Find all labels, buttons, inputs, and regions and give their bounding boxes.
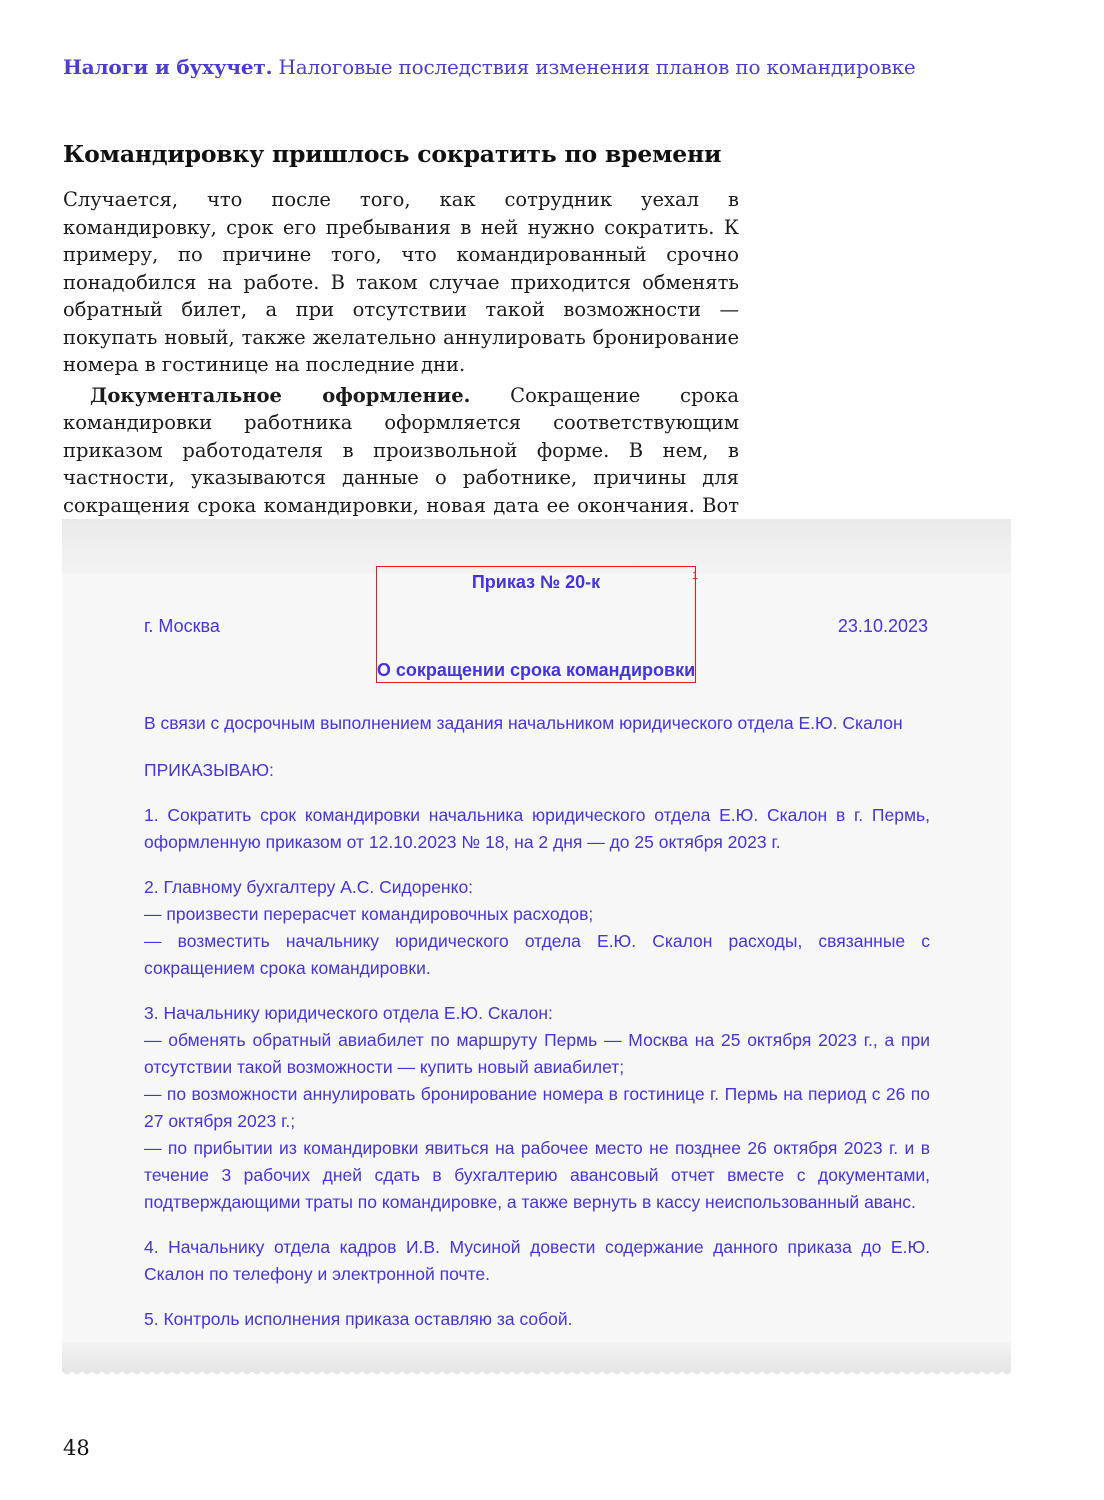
running-head xyxy=(63,54,916,80)
order-item-3-head: 3. Начальнику юридического отдела Е.Ю. Скалон: xyxy=(144,1003,553,1023)
section-title: Командировку пришлось сократить по времени xyxy=(63,140,722,168)
order-item-2-line: — произвести перерасчет командировочных расходов; xyxy=(144,904,594,924)
order-item-3-line: — обменять обратный авиабилет по маршруту Пермь — Москва на 25 октября 2023 г., а при отсутствии такой возможности — купить новый авиабилет; xyxy=(144,1030,930,1077)
paragraph-2-lead: Документальное оформление. xyxy=(90,383,471,407)
order-subject: О сокращении срока командировки xyxy=(376,660,696,680)
order-item-5: 5. Контроль исполнения приказа оставляю за собой. xyxy=(144,1309,573,1329)
order-command-word: ПРИКАЗЫВАЮ: xyxy=(144,760,274,780)
order-title: Приказ № 20-к xyxy=(471,572,601,592)
paragraph-1: Случается, что после того, как сотрудник уехал в командировку, срок его пребывания в ней нужно сократить. К примеру, по причине того, что командированный срочно понадобился на работе. В таком случае приходится обменять обратный билет, а при отсутствии такой возможности — покупать новый, также желательно аннулировать бронирование номера в гостинице на последние дни. xyxy=(63,188,739,376)
paragraph-2-text: Сокращение срока командировки работника оформляется соответствующим приказом работодателя в произвольной форме. В нем, в частности, указываются данные о работнике, причины для сокращения срока командировки, новая дата ее окончания. Вот xyxy=(63,383,739,517)
order-item-3 xyxy=(144,1000,930,1216)
rubric-label: Налоги и бухучет. xyxy=(63,55,273,79)
order-item-1: 1. Сократить срок командировки начальника юридического отдела Е.Ю. Скалон в г. Пермь, оформленную приказом от 12.10.2023 № 18, на 2 дня — до 25 октября 2023 г. xyxy=(144,805,930,852)
order-item-2-line: — возместить начальнику юридического отдела Е.Ю. Скалон расходы, связанные с сокращением срока командировки. xyxy=(144,931,930,978)
order-item-2 xyxy=(144,874,930,982)
panel-top-band xyxy=(62,519,1011,573)
order-item-4: 4. Начальнику отдела кадров И.В. Мусиной довести содержание данного приказа до Е.Ю. Скалон по телефону и электронной почте. xyxy=(144,1237,930,1284)
page-number: 48 xyxy=(63,1436,90,1460)
order-item-3-line: — по возможности аннулировать бронирование номера в гостинице г. Пермь на период с 26 по 27 октября 2023 г.; xyxy=(144,1084,930,1131)
order-date: 23.10.2023 xyxy=(837,616,928,636)
order-preamble: В связи с досрочным выполнением задания начальником юридического отдела Е.Ю. Скалон xyxy=(144,713,903,733)
highlight-marker: 1 xyxy=(692,570,699,582)
order-item-3-line: — по прибытии из командировки явиться на рабочее место не позднее 26 октября 2023 г. и в течение 3 рабочих дней сдать в бухгалтерию авансовый отчет вместе с документами, подтверждающими траты по командировке, а также вернуть в кассу неиспользованный аванс. xyxy=(144,1138,930,1212)
article-body xyxy=(63,186,739,547)
order-item-2-head: 2. Главному бухгалтеру А.С. Сидоренко: xyxy=(144,877,474,897)
order-city: г. Москва xyxy=(144,616,220,636)
running-head-topic: Налоговые последствия изменения планов по командировке xyxy=(278,55,916,79)
order-body xyxy=(144,710,930,1351)
